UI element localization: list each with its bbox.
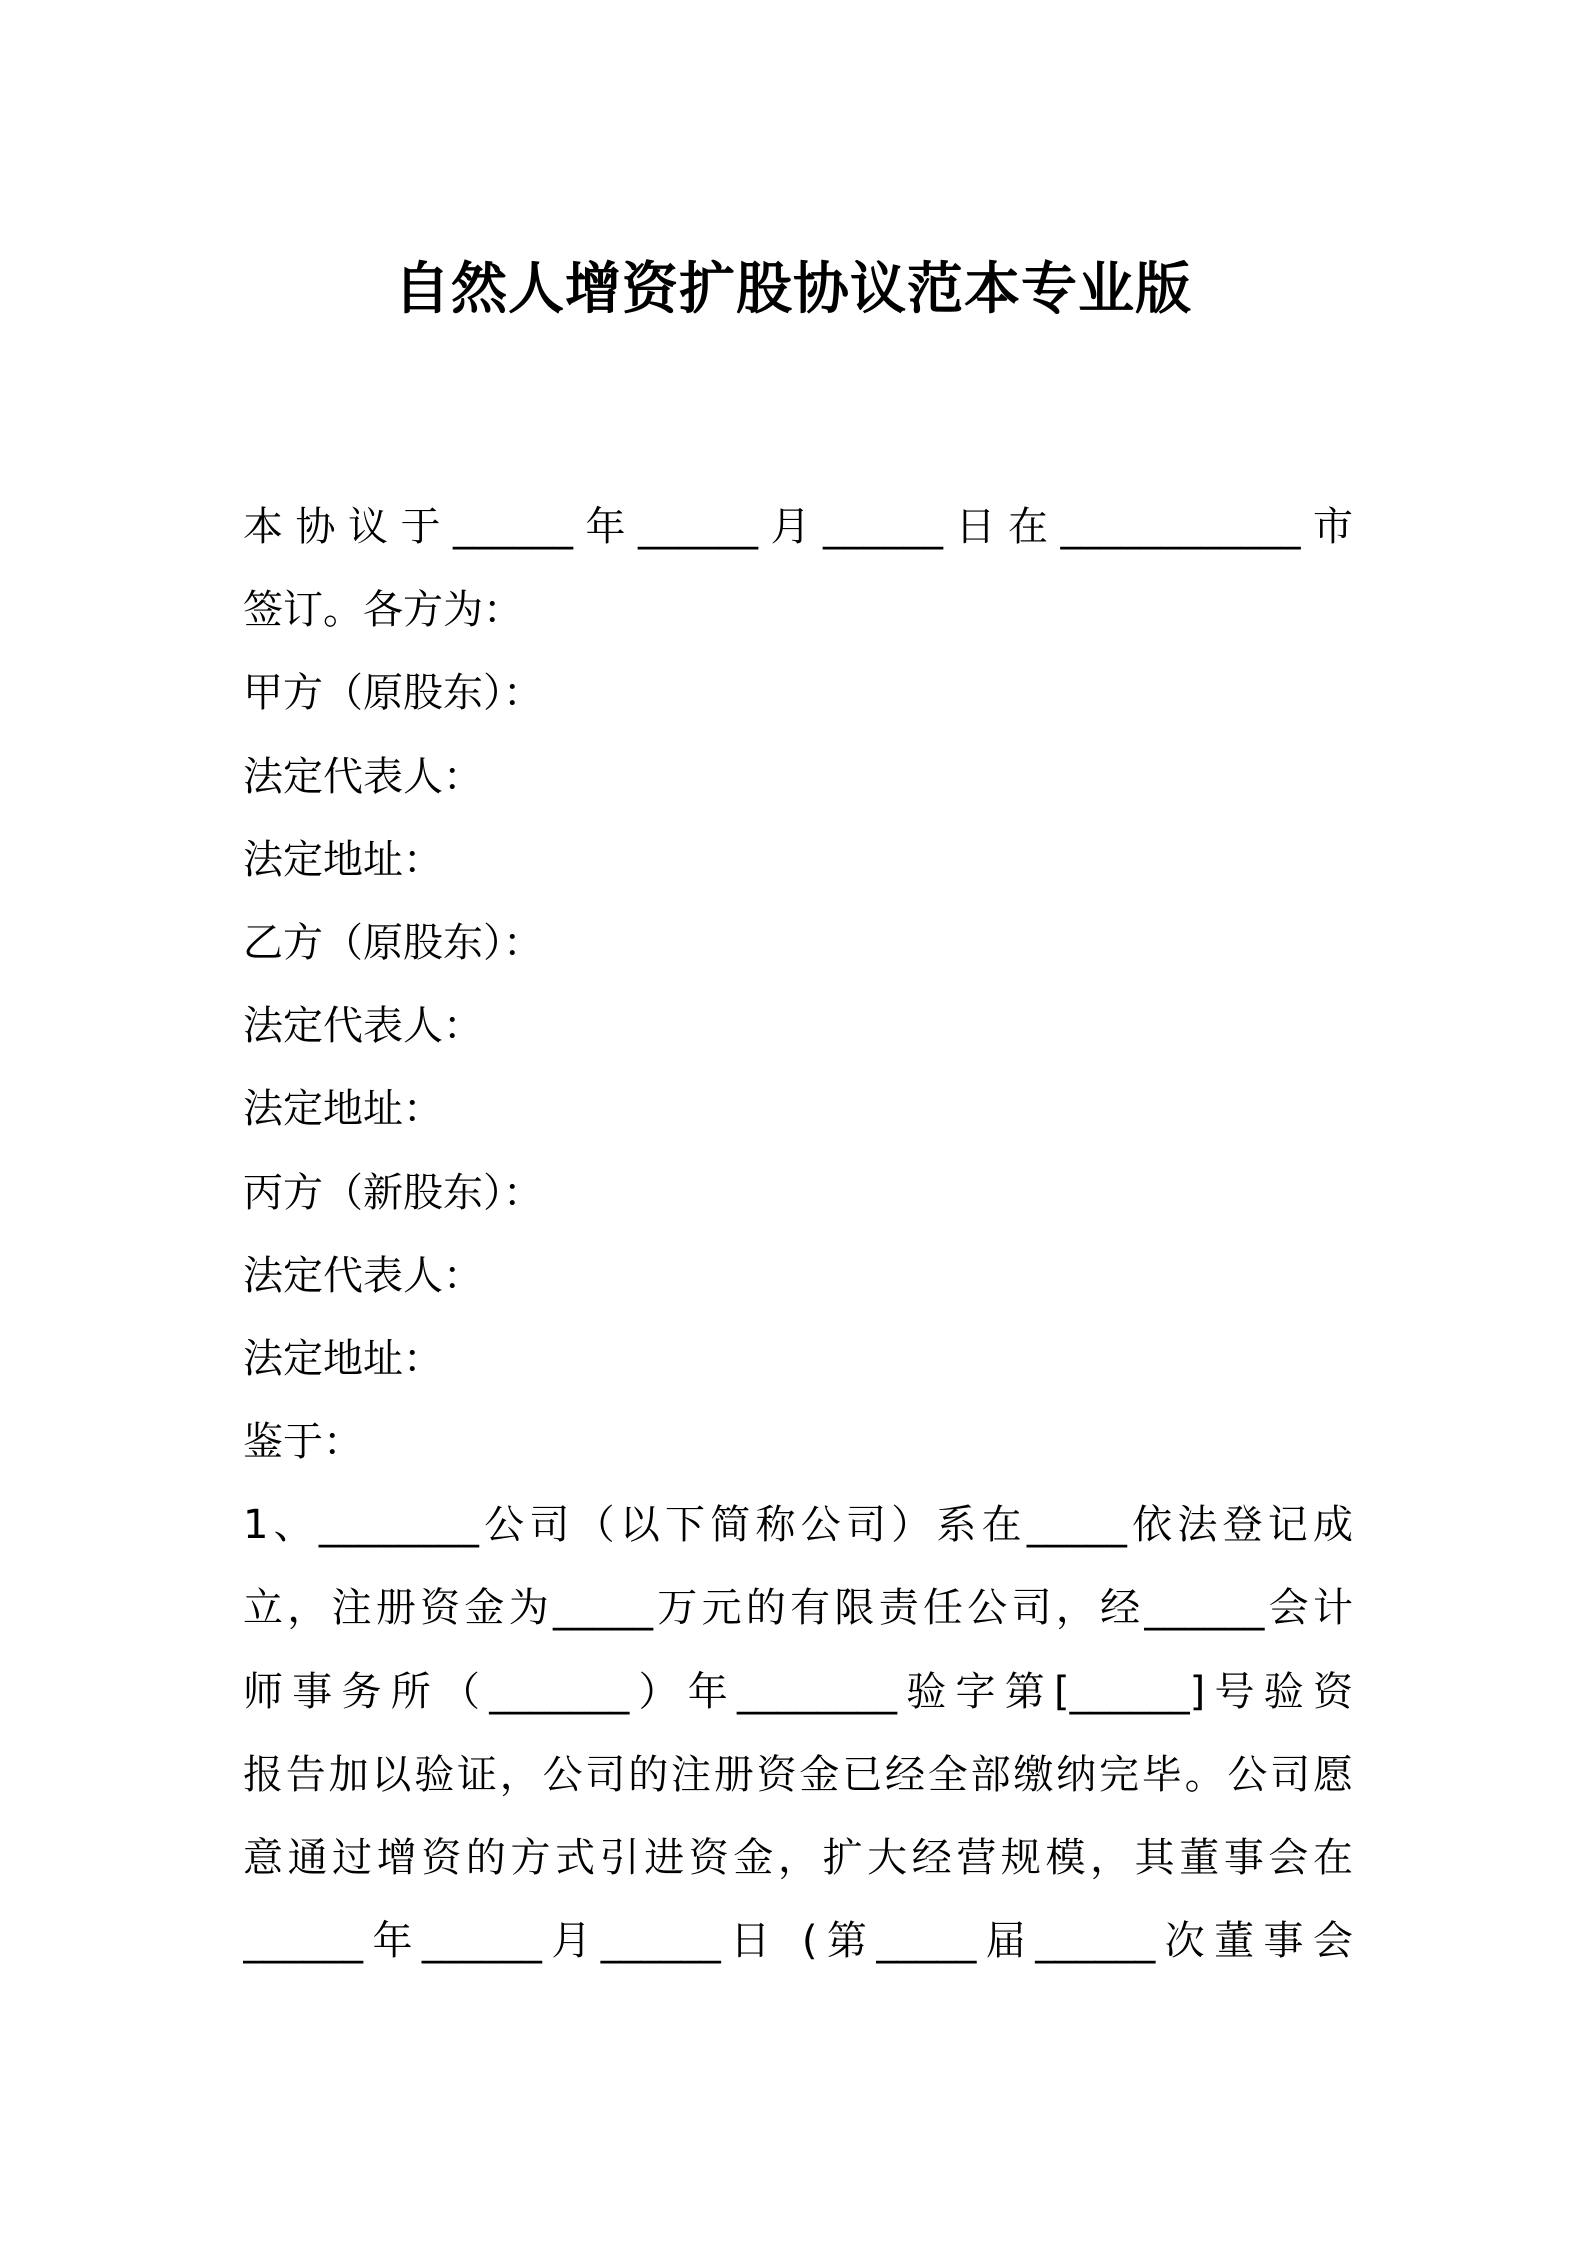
clause-1-line-6: ______年______月______日 (第_____届______次董事会 <box>243 1918 1353 1965</box>
clause-1-line-3: 师事务所（_______）年________验字第[______]号验资 <box>243 1668 1353 1715</box>
party-a-heading: 甲方（原股东）： <box>243 670 543 717</box>
document-body <box>243 486 1353 1983</box>
text-line-2: 签订。各方为： <box>243 587 523 634</box>
party-c-address: 法定地址： <box>243 1335 443 1382</box>
text-line-1: 本协议于______年______月______日在____________市 <box>243 504 1353 550</box>
party-b-address: 法定地址： <box>243 1086 443 1133</box>
party-b-heading: 乙方（原股东）： <box>243 919 543 966</box>
document-title: 自然人增资扩股协议范本专业版 <box>394 257 1192 322</box>
party-c-representative: 法定代表人： <box>243 1252 483 1299</box>
party-a-address: 法定地址： <box>243 836 443 883</box>
clause-1-line-4: 报告加以验证，公司的注册资金已经全部缴纳完毕。公司愿 <box>243 1751 1353 1798</box>
party-a-representative: 法定代表人： <box>243 753 483 800</box>
party-c-heading: 丙方（新股东）： <box>243 1169 543 1216</box>
clause-1-line-2: 立，注册资金为_____万元的有限责任公司，经______会计 <box>243 1585 1353 1632</box>
whereas-heading: 鉴于： <box>243 1419 363 1466</box>
clause-1-line-5: 意通过增资的方式引进资金，扩大经营规模，其董事会在 <box>243 1835 1353 1881</box>
party-b-representative: 法定代表人： <box>243 1003 483 1050</box>
clause-1-line-1: 1、________公司（以下简称公司）系在_____依法登记成 <box>243 1502 1353 1549</box>
